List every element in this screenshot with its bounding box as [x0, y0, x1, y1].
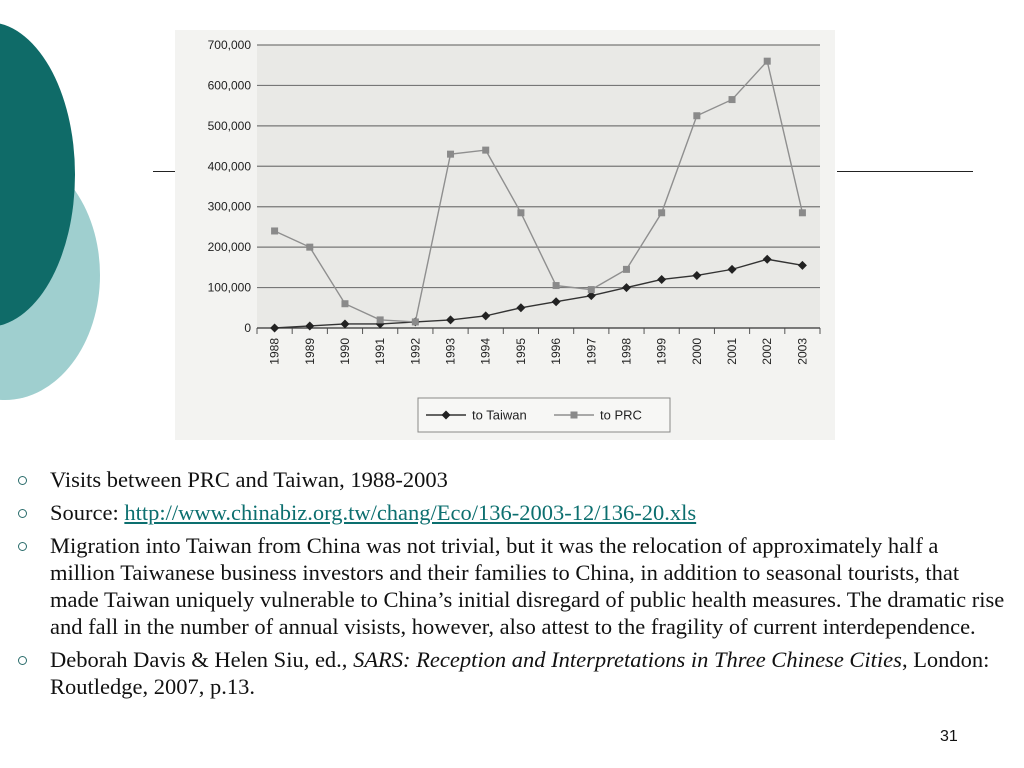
x-tick-label: 1996 — [549, 338, 564, 365]
bullet-text: Migration into Taiwan from China was not trivial, but it was the relocation of approximately half a million Taiwanese business investors and their families to China, in addition to seasonal tourists, that made Taiwan uniquely vulnerable to China’s initial disregard of public health measures. The dramatic rise and fall in the number of annual visists, however, also attest to the fragility of current interdependence. — [50, 533, 1005, 639]
data-point — [377, 316, 384, 323]
citation-publisher: , London: Routledge, 2007, p.13. — [50, 647, 990, 699]
data-point — [447, 151, 454, 158]
y-tick-label: 100,000 — [207, 280, 251, 295]
bullet-item-title — [18, 466, 1008, 493]
data-point — [658, 209, 665, 216]
bullet-item-source — [18, 499, 1008, 526]
y-tick-label: 200,000 — [207, 240, 251, 255]
data-point — [412, 318, 419, 325]
bullet-list — [18, 466, 1008, 706]
bullet-item-migration — [18, 532, 1008, 640]
x-tick-label: 1990 — [337, 338, 352, 365]
bullet-circle-icon — [18, 509, 27, 518]
legend-label: to PRC — [600, 407, 642, 423]
visits-line-chart — [175, 30, 835, 440]
chart-image — [175, 30, 835, 440]
x-tick-label: 2002 — [760, 338, 775, 365]
source-prefix: Source: — [50, 500, 125, 525]
plot-area — [257, 45, 820, 328]
data-point — [729, 96, 736, 103]
page-number: 31 — [940, 728, 958, 745]
bullet-circle-icon — [18, 656, 27, 665]
x-tick-label: 1993 — [443, 338, 458, 365]
legend-marker — [571, 412, 578, 419]
citation-title: SARS: Reception and Interpretations in Three Chinese Cities — [353, 647, 902, 672]
bullet-item-citation — [18, 646, 1008, 700]
title-rule-right — [837, 171, 973, 172]
bullet-circle-icon — [18, 542, 27, 551]
x-tick-label: 1998 — [619, 338, 634, 365]
y-tick-label: 700,000 — [207, 38, 251, 52]
data-point — [588, 286, 595, 293]
data-point — [799, 209, 806, 216]
y-tick-label: 500,000 — [207, 118, 251, 133]
x-tick-label: 1995 — [513, 338, 528, 365]
data-point — [517, 209, 524, 216]
x-tick-label: 1988 — [267, 338, 282, 365]
x-tick-label: 2003 — [795, 338, 810, 365]
data-point — [693, 112, 700, 119]
data-point — [553, 282, 560, 289]
y-tick-label: 600,000 — [207, 78, 251, 93]
citation-authors: Deborah Davis & Helen Siu, ed., — [50, 647, 354, 672]
legend-label: to Taiwan — [472, 407, 527, 423]
x-tick-label: 1991 — [373, 338, 388, 365]
y-tick-label: 400,000 — [207, 159, 251, 174]
data-point — [482, 147, 489, 154]
bullet-circle-icon — [18, 476, 27, 485]
data-point — [764, 58, 771, 65]
data-point — [341, 300, 348, 307]
x-tick-label: 1989 — [302, 338, 317, 365]
x-tick-label: 2001 — [725, 338, 740, 365]
x-tick-label: 2000 — [689, 338, 704, 365]
y-tick-label: 300,000 — [207, 199, 251, 214]
x-tick-label: 1999 — [654, 338, 669, 365]
data-point — [623, 266, 630, 273]
x-tick-label: 1997 — [584, 338, 599, 365]
data-point — [271, 227, 278, 234]
x-tick-label: 1992 — [408, 338, 423, 365]
bullet-text: Visits between PRC and Taiwan, 1988-2003 — [50, 467, 448, 492]
y-tick-label: 0 — [244, 321, 251, 335]
source-link[interactable]: http://www.chinabiz.org.tw/chang/Eco/136-2003-12/136-20.xls — [124, 500, 697, 525]
data-point — [306, 244, 313, 251]
x-tick-label: 1994 — [478, 338, 493, 365]
